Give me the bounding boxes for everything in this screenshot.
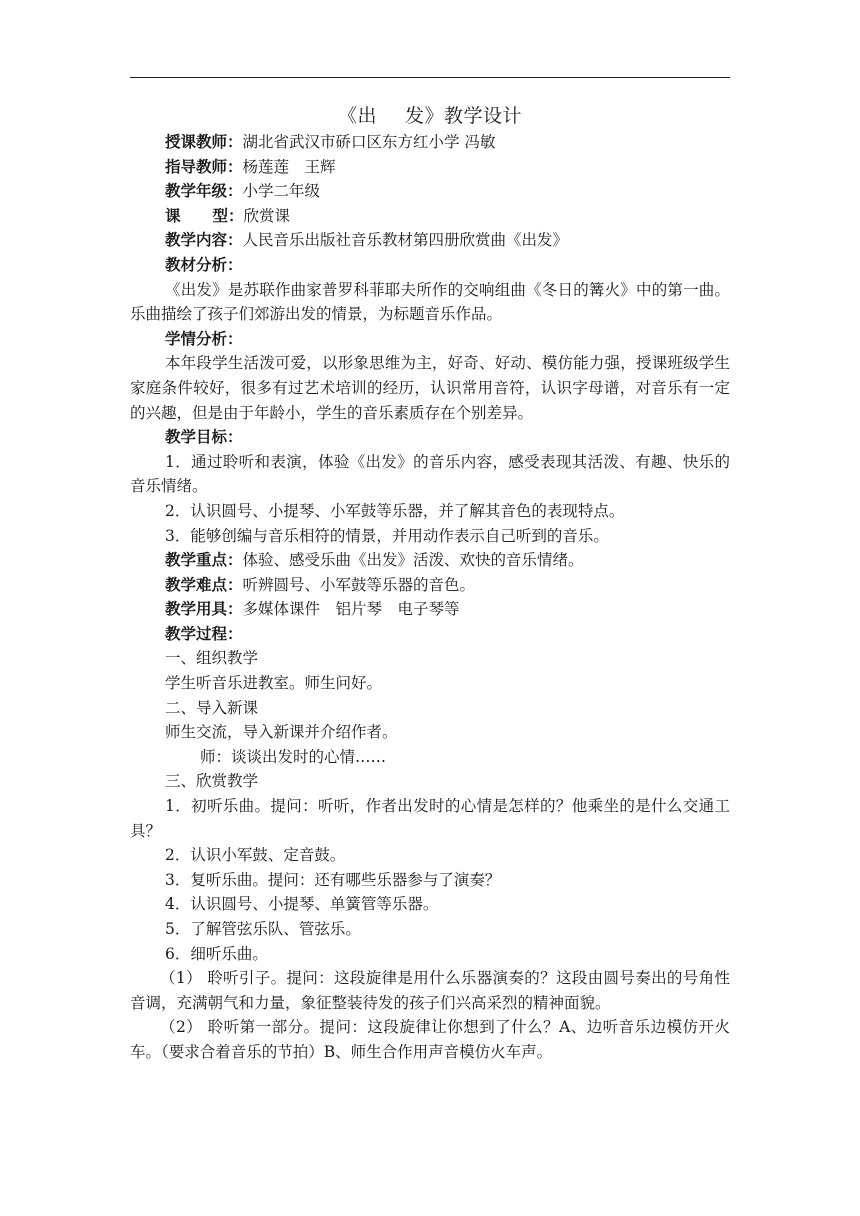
step-4: 4．认识圆号、小提琴、单簧管等乐器。 xyxy=(165,895,439,914)
step-6: 6．细听乐曲。 xyxy=(165,944,268,963)
teacher-line xyxy=(130,130,730,155)
student-heading: 学情分析： xyxy=(165,328,243,348)
advisor-line xyxy=(130,155,730,180)
difficulty-line xyxy=(130,573,730,598)
header-rule xyxy=(130,77,730,78)
content-label: 教学内容： xyxy=(165,230,243,250)
key-label: 教学重点： xyxy=(165,550,243,570)
teacher-value: 湖北省武汉市硚口区东方红小学 冯敏 xyxy=(242,133,496,151)
section-2-text: 师生交流，导入新课并介绍作者。 xyxy=(165,723,398,742)
section-2-heading: 二、导入新课 xyxy=(165,698,259,717)
section-3-heading: 三、欣赏教学 xyxy=(165,772,259,791)
key-value: 体验、感受乐曲《出发》活泼、欢快的音乐情绪。 xyxy=(242,551,584,570)
type-value: 欣赏课 xyxy=(243,206,291,225)
teacher-label: 授课教师： xyxy=(165,132,243,151)
process-heading: 教学过程： xyxy=(165,623,243,643)
step-1: 1．初听乐曲。提问：听听，作者出发时的心情是怎样的？他乘坐的是什么交通工具？ xyxy=(130,797,730,840)
grade-value: 小学二年级 xyxy=(242,182,321,201)
sub-step-2: （2） 聆听第一部分。提问：这段旋律让你想到了什么？A、边听音乐边模仿开火车。（要求合着音乐的节拍）B、师生合作用声音模仿火车声。 xyxy=(130,1018,730,1061)
content-value: 人民音乐出版社音乐教材第四册欣赏曲《出发》 xyxy=(242,231,569,250)
goal-item-1: 1．通过聆听和表演，体验《出发》的音乐内容，感受表现其活泼、有趣、快乐的音乐情绪。 xyxy=(130,452,730,496)
material-heading: 教材分析： xyxy=(165,254,243,274)
section-2-teacher-line: 师：谈谈出发时的心情…… xyxy=(200,747,387,766)
section-1-text: 学生听音乐进教室。师生问好。 xyxy=(165,674,383,693)
key-line xyxy=(130,548,730,573)
tools-label: 教学用具： xyxy=(165,599,243,619)
tools-line xyxy=(130,597,730,622)
goal-item-3: 3．能够创编与音乐相符的情景，并用动作表示自己听到的音乐。 xyxy=(165,526,609,545)
step-2: 2．认识小军鼓、定音鼓。 xyxy=(165,846,346,865)
type-line xyxy=(130,204,730,229)
content-line xyxy=(130,228,730,253)
difficulty-value: 听辨圆号、小军鼓等乐器的音色。 xyxy=(242,575,476,594)
grade-label: 教学年级： xyxy=(165,181,243,201)
student-paragraph: 本年段学生活泼可爱，以形象思维为主，好奇、好动、模仿能力强，授课班级学生家庭条件较好，很多有过艺术培训的经历，认识常用音符，认识字母谱，对音乐有一定的兴趣，但是由于年龄小，学生的音乐素质存在个别差异。 xyxy=(130,354,730,422)
advisor-label: 指导教师： xyxy=(165,156,243,176)
document-body xyxy=(130,130,730,1065)
section-1-heading: 一、组织教学 xyxy=(165,649,259,668)
grade-line xyxy=(130,179,730,204)
step-3: 3．复听乐曲。提问：还有哪些乐器参与了演奏？ xyxy=(165,870,501,889)
goal-item-2: 2．认识圆号、小提琴、小军鼓等乐器，并了解其音色的表现特点。 xyxy=(165,501,625,520)
step-5: 5．了解管弦乐队、管弦乐。 xyxy=(165,920,361,938)
document-title: 《出 发》教学设计 xyxy=(337,105,523,127)
sub-step-1: （1） 聆听引子。提问：这段旋律是用什么乐器演奏的？这段由圆号奏出的号角性音调，充满朝气和力量，象征整装待发的孩子们兴高采烈的精神面貌。 xyxy=(130,969,730,1012)
difficulty-label: 教学难点： xyxy=(165,574,243,594)
tools-value: 多媒体课件 铝片琴 电子琴等 xyxy=(242,600,460,619)
material-paragraph: 《出发》是苏联作曲家普罗科菲耶夫所作的交响组曲《冬日的篝火》中的第一曲。乐曲描绘了孩子们郊游出发的情景，为标题音乐作品。 xyxy=(130,280,730,324)
advisor-value: 杨莲莲 王辉 xyxy=(242,157,336,176)
type-label: 课 型： xyxy=(165,205,244,225)
goals-heading: 教学目标： xyxy=(165,427,243,447)
